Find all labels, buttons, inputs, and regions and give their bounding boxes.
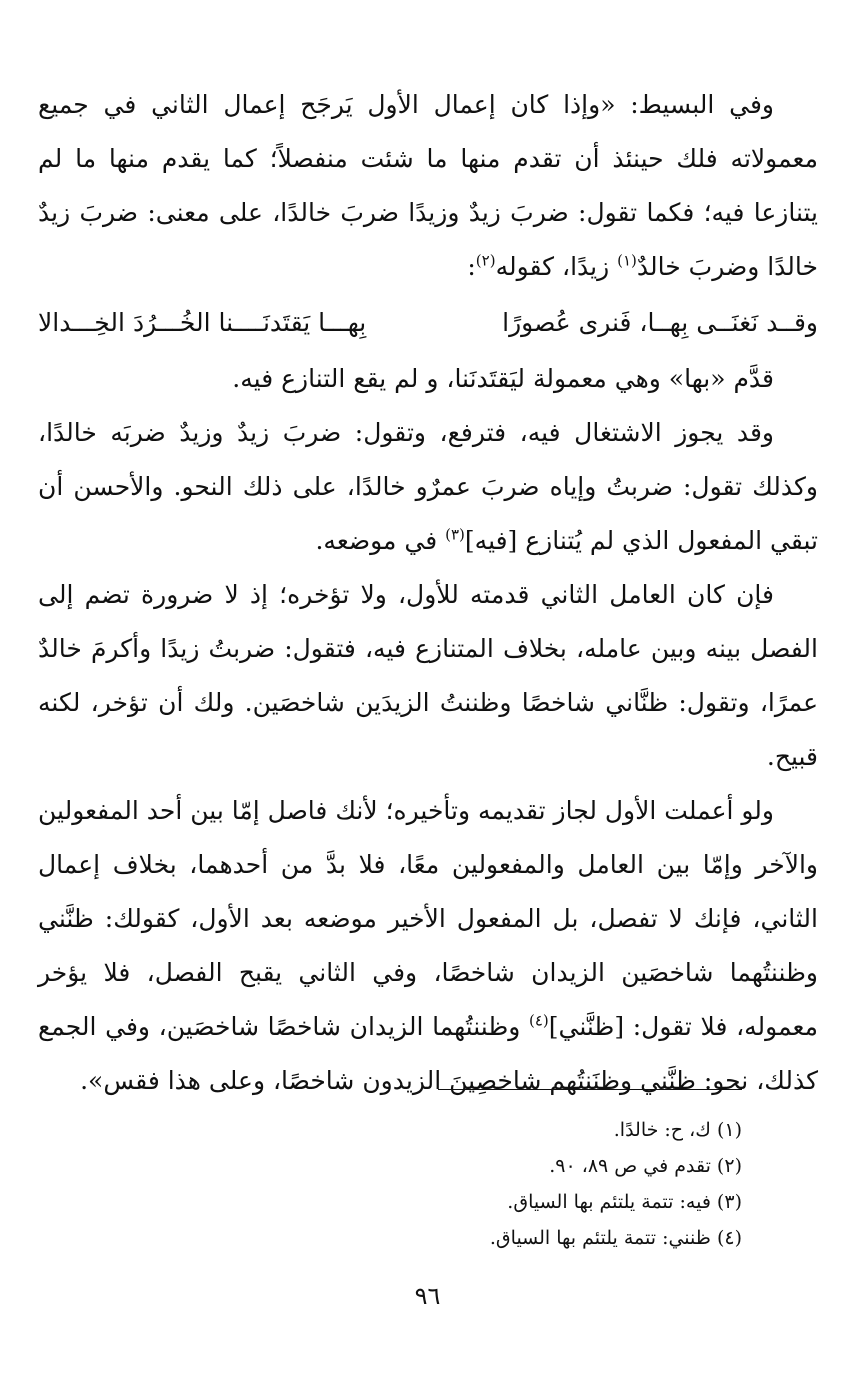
paragraph-1-text: وفي البسيط: «وإذا كان إعمال الأول يَرجَح إعمال الثاني في جميع معمولاته فلك حينئذ أن تقدم منها ما شئت منفصلاً؛ كما يقدم منها ما لم يتنازعا فيه؛ فكما تقول: ضربَ زيدٌ وزيدًا ضربَ خالدًا، على معنى: ضربَ زيدٌ خالدًا وضربَ خالدٌ: [38, 90, 818, 281]
paragraph-5: [38, 784, 818, 1108]
verse-second-hemistich: بِهـــا يَقتَدنَــــنا الخُـــرُدَ الخِـــدالا: [38, 308, 367, 337]
verse-first-hemistich: وقــد نَغنَــى بِهــا، فَنرى عُصورًا: [502, 308, 818, 337]
paragraph-5-end: وظننتُهما الزيدان شاخصًا شاخصَين، وفي الجمع كذلك، نحو: ظنَّني وظنَنتُهم شاخصِينَ الزيدون شاخصًا، وعلى هذا فقس».: [38, 1012, 818, 1095]
page-body: [38, 78, 818, 1108]
paragraph-1: [38, 78, 818, 294]
paragraph-2: [38, 352, 818, 406]
footnote-1: (١) ك، ح: خالدًا.: [613, 1119, 742, 1141]
footnote-ref-3[interactable]: (٣): [445, 525, 465, 544]
paragraph-3-text: وقد يجوز الاشتغال فيه، فترفع، وتقول: ضربَ زيدٌ وزيدٌ ضربَه خالدًا، وكذلك تقول: ضربتُ وإياه ضربَ عمرٌو خالدًا، على ذلك النحو. والأحسن أن تبقي المفعول الذي لم يُتنازع [فيه]: [38, 418, 818, 555]
paragraph-1-mid: زيدًا، كقوله: [495, 252, 618, 281]
footnote-4: (٤) ظنني: تتمة يلتئم بها السياق.: [489, 1227, 742, 1249]
paragraph-1-end: :: [467, 252, 476, 281]
footnote-ref-2[interactable]: (٢): [475, 251, 496, 270]
page-number: ٩٦: [414, 1282, 441, 1310]
paragraph-3-end: في موضعه.: [315, 526, 446, 555]
footnote-divider: [438, 1089, 742, 1090]
paragraph-5-text: ولو أعملت الأول لجاز تقديمه وتأخيره؛ لأنك فاصل إمّا بين أحد المفعولين والآخر وإمّا بين العامل والمفعولين معًا، فلا بدَّ من أحدهما، بخلاف إعمال الثاني، فإنك لا تفصل، بل المفعول الأخير موضعه بعد الأول، كقولك: ظنَّني وظننتُهما شاخصَين الزيدان شاخصًا، وفي الثاني يقبح الفصل، فلا يؤخر معموله، فلا تقول: [ظنَّني]: [38, 796, 818, 1041]
verse-line: [38, 294, 818, 352]
paragraph-2-text: قدَّم «بها» وهي معمولة ليَقتَدنَنا، و لم يقع التنازع فيه.: [232, 364, 774, 393]
footnote-ref-1[interactable]: (١): [617, 251, 637, 270]
paragraph-4: [38, 568, 818, 784]
footnote-3: (٣) فيه: تتمة يلتئم بها السياق.: [507, 1191, 742, 1213]
footnote-ref-4[interactable]: (٤): [528, 1011, 549, 1030]
paragraph-4-text: فإن كان العامل الثاني قدمته للأول، ولا تؤخره؛ إذ لا ضرورة تضم إلى الفصل بينه وبين عامله، بخلاف المتنازع فيه، فتقول: ضربتُ زيدًا وأكرمَ خالدٌ عمرًا، وتقول: ظنَّاني شاخصًا وظننتُ الزيدَين شاخصَين. ولك أن تؤخر، لكنه قبيح.: [38, 580, 818, 771]
footnote-2: (٢) تقدم في ص ٨٩، ٩٠.: [549, 1155, 742, 1177]
paragraph-3: [38, 406, 818, 568]
footnotes: [142, 1112, 742, 1256]
